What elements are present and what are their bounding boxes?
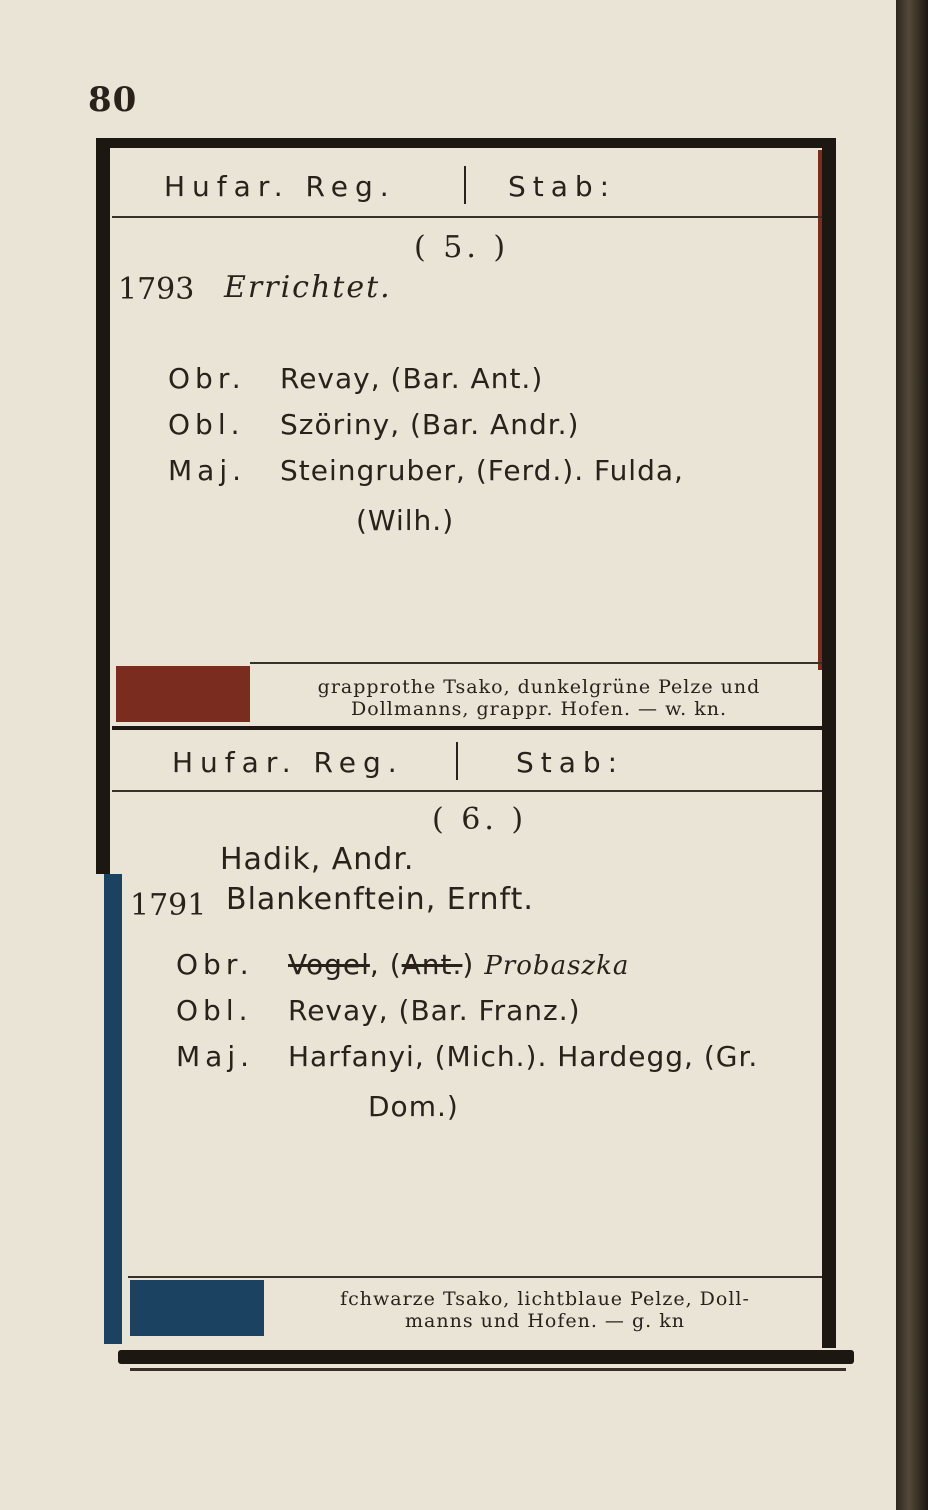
- struck-name: Vogel: [288, 948, 370, 981]
- regiment-6-uniform: [268, 1288, 822, 1332]
- officer-rank: Maj.: [176, 1040, 254, 1073]
- regiment-6-color-swatch: [130, 1280, 264, 1336]
- header-staff-label: Stab:: [516, 746, 625, 779]
- header-regiment-label: Hufar. Reg.: [172, 746, 404, 779]
- officer-continuation: (Wilh.): [356, 504, 455, 537]
- regiment-number: ( 5. ): [414, 230, 510, 265]
- regiment-5-header: [112, 156, 822, 218]
- frame-right-border: [822, 138, 836, 1348]
- regiment-separator: [112, 726, 822, 730]
- regiment-owner-line1: Hadik, Andr.: [220, 842, 415, 877]
- officer-name: Revay, (Bar. Ant.): [280, 362, 544, 395]
- officer-rank: Obr.: [176, 948, 254, 981]
- officer-separator: , (: [369, 948, 402, 981]
- officer-rank: Obl.: [176, 994, 253, 1027]
- uniform-line: fchwarze Tsako, lichtblaue Pelze, Doll-: [340, 1288, 750, 1310]
- officer-continuation: Dom.): [368, 1090, 459, 1123]
- regiment-owner-line2: Blankenftein, Ernft.: [226, 882, 534, 917]
- regiment-year: 1793: [118, 272, 195, 307]
- regiment-6-entry: [112, 732, 822, 1332]
- officer-close: ): [462, 948, 475, 981]
- uniform-rule: [250, 662, 822, 664]
- officer-obr: [176, 948, 629, 981]
- book-spine: [896, 0, 928, 1510]
- uniform-line: grapprothe Tsako, dunkelgrüne Pelze und: [317, 676, 761, 698]
- officer-name: Steingruber, (Ferd.). Fulda,: [280, 454, 684, 487]
- officer-rank: Obr.: [168, 362, 246, 395]
- officer-rank: Obl.: [168, 408, 245, 441]
- header-regiment-label: Hufar. Reg.: [164, 170, 396, 203]
- uniform-line: Dollmanns, grappr. Hofen. — w. kn.: [351, 698, 727, 720]
- officer-obr: [168, 362, 543, 395]
- page-number: 80: [88, 80, 138, 120]
- officer-maj: [168, 454, 684, 487]
- regiment-number: ( 6. ): [432, 802, 528, 837]
- officer-rank: Maj.: [168, 454, 246, 487]
- handwritten-correction: Probaszka: [484, 951, 630, 981]
- officer-maj: [176, 1040, 758, 1073]
- uniform-rule: [128, 1276, 822, 1278]
- uniform-line: manns und Hofen. — g. kn: [405, 1310, 685, 1332]
- header-divider: [456, 742, 458, 780]
- officer-name: Szöriny, (Bar. Andr.): [280, 408, 580, 441]
- officer-obl: [176, 994, 581, 1027]
- header-staff-label: Stab:: [508, 170, 617, 203]
- regiment-5-entry: [112, 152, 822, 722]
- regiment-owner: Errichtet.: [224, 270, 392, 305]
- header-divider: [464, 166, 466, 204]
- frame-left-border: [96, 144, 110, 874]
- officer-name: Revay, (Bar. Franz.): [288, 994, 581, 1027]
- regiment-year: 1791: [130, 888, 207, 923]
- officer-obl: [168, 408, 579, 441]
- struck-given-name: Ant.: [401, 948, 463, 981]
- regiment-5-uniform: [256, 676, 822, 720]
- regiment-5-color-swatch: [116, 666, 250, 722]
- frame-bottom-border: [118, 1350, 854, 1364]
- officer-name: Harfanyi, (Mich.). Hardegg, (Gr.: [288, 1040, 759, 1073]
- regiment-6-header: [112, 732, 822, 792]
- frame-bottom-rule: [130, 1368, 846, 1371]
- frame-top-border: [96, 138, 836, 148]
